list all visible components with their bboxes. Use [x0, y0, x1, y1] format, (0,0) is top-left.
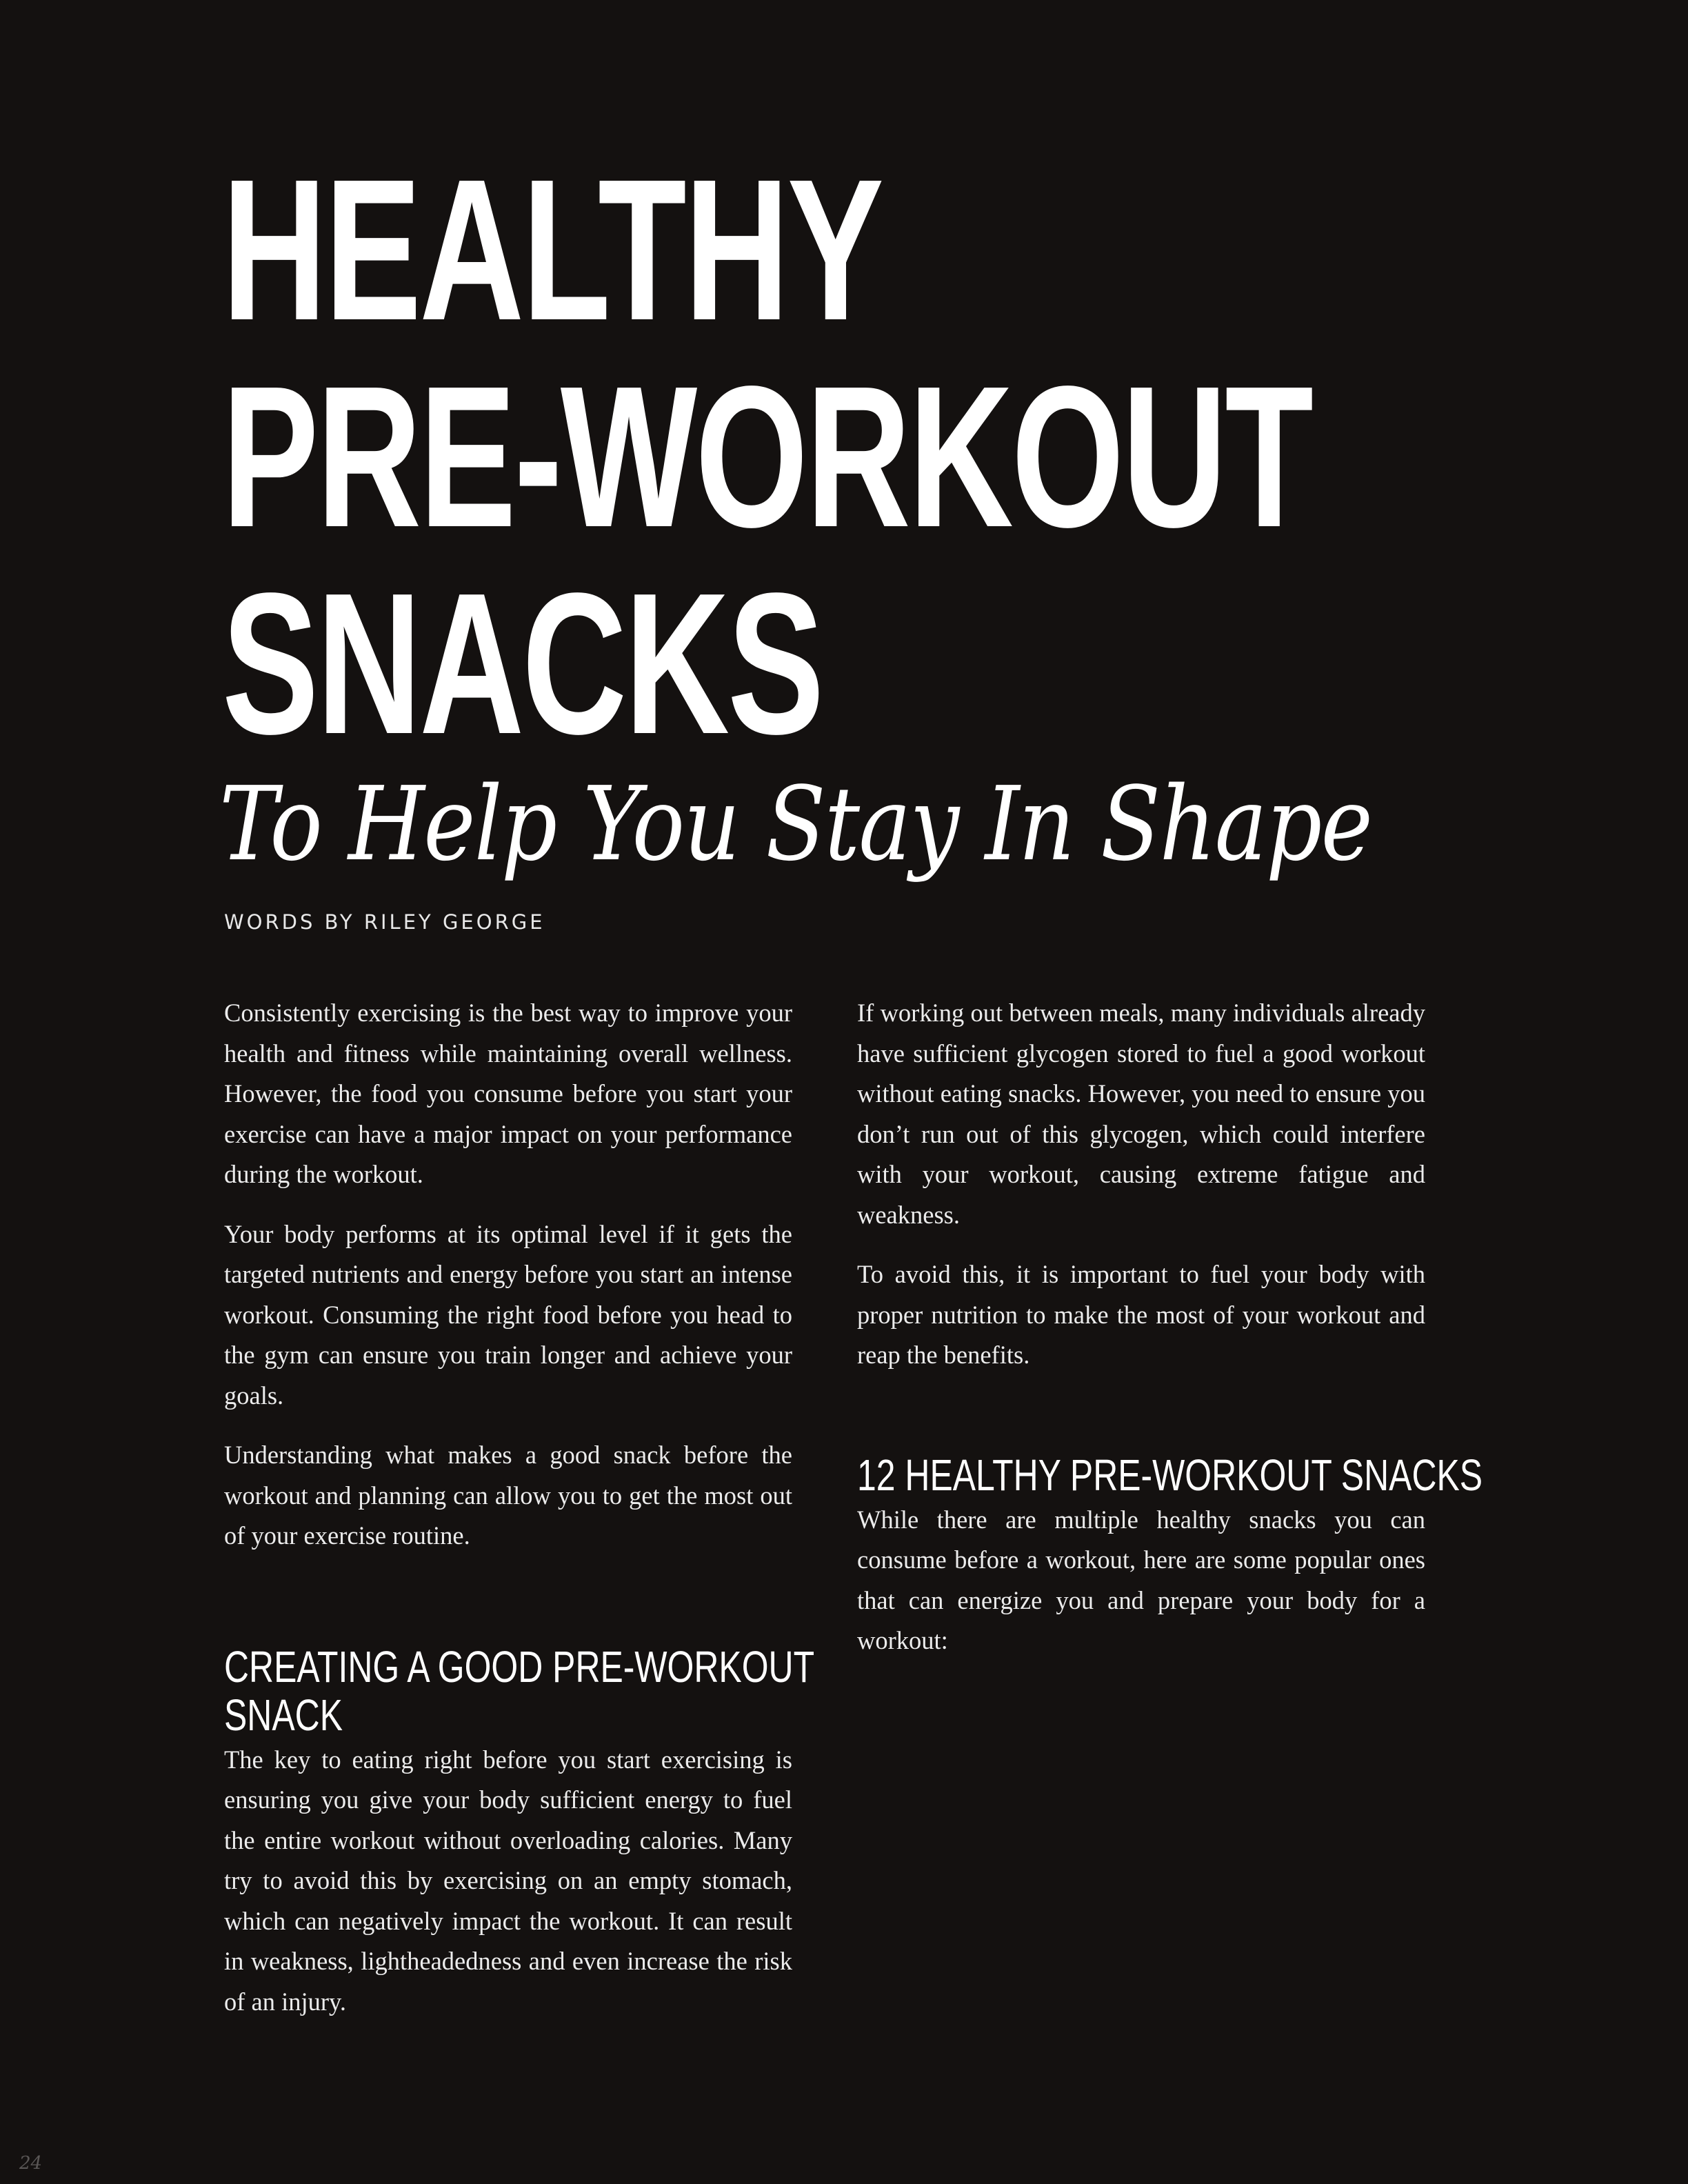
page-number: 24	[19, 2153, 43, 2174]
title-line-1: HEALTHY	[222, 137, 883, 362]
article-title	[222, 137, 1312, 776]
section-paragraph: The key to eating right before you start exercising is ensuring you give your body sufficient energy to fuel the entire workout without overloading calories. Many try to avoid this by exercising on an empty stomach, which can negatively impact the workout. It can result in weakness, lightheadedness and even increase the risk of an injury.	[224, 1745, 792, 2016]
left-column	[224, 993, 815, 2041]
section-paragraph: While there are multiple healthy snacks you can consume before a workout, here are some popular ones that can energize you and prepare your body for a workout:	[857, 1505, 1425, 1654]
section-heading-creating	[224, 1627, 815, 1755]
title-line-2: PRE-WORKOUT	[222, 344, 1312, 569]
title-line-3: SNACKS	[222, 551, 823, 776]
section-heading-snacks	[857, 1435, 1483, 1515]
body-paragraph: Understanding what makes a good snack before the workout and planning can allow you to get the most out of your exercise routine.	[224, 1441, 792, 1550]
article-subtitle: To Help You Stay In Shape	[219, 765, 1372, 883]
body-paragraph: To avoid this, it is important to fuel your body with proper nutrition to make the most of your workout and reap the benefits.	[857, 1260, 1425, 1369]
section-heading-line: SNACK	[224, 1690, 343, 1740]
right-column	[857, 993, 1483, 1681]
body-paragraph: Your body performs at its optimal level if it gets the targeted nutrients and energy before you start an intense workout. Consuming the right food before you head to the gym can ensure you train longer and achieve your goals.	[224, 1219, 792, 1410]
byline: WORDS BY RILEY GEORGE	[224, 910, 545, 934]
body-paragraph: Consistently exercising is the best way to improve your health and fitness while maintaining overall wellness. However, the food you consume before you start your exercise can have a major impact on your performance during the workout.	[224, 999, 792, 1188]
body-paragraph: If working out between meals, many individuals already have sufficient glycogen stored to fuel a good workout without eating snacks. However, you need to ensure you don’t run out of this glycogen, which could interfere with your workout, causing extreme fatigue and weakness.	[857, 999, 1425, 1229]
section-heading-line: 12 HEALTHY PRE-WORKOUT SNACKS	[857, 1450, 1483, 1500]
section-heading-line: CREATING A GOOD PRE-WORKOUT	[224, 1641, 815, 1692]
